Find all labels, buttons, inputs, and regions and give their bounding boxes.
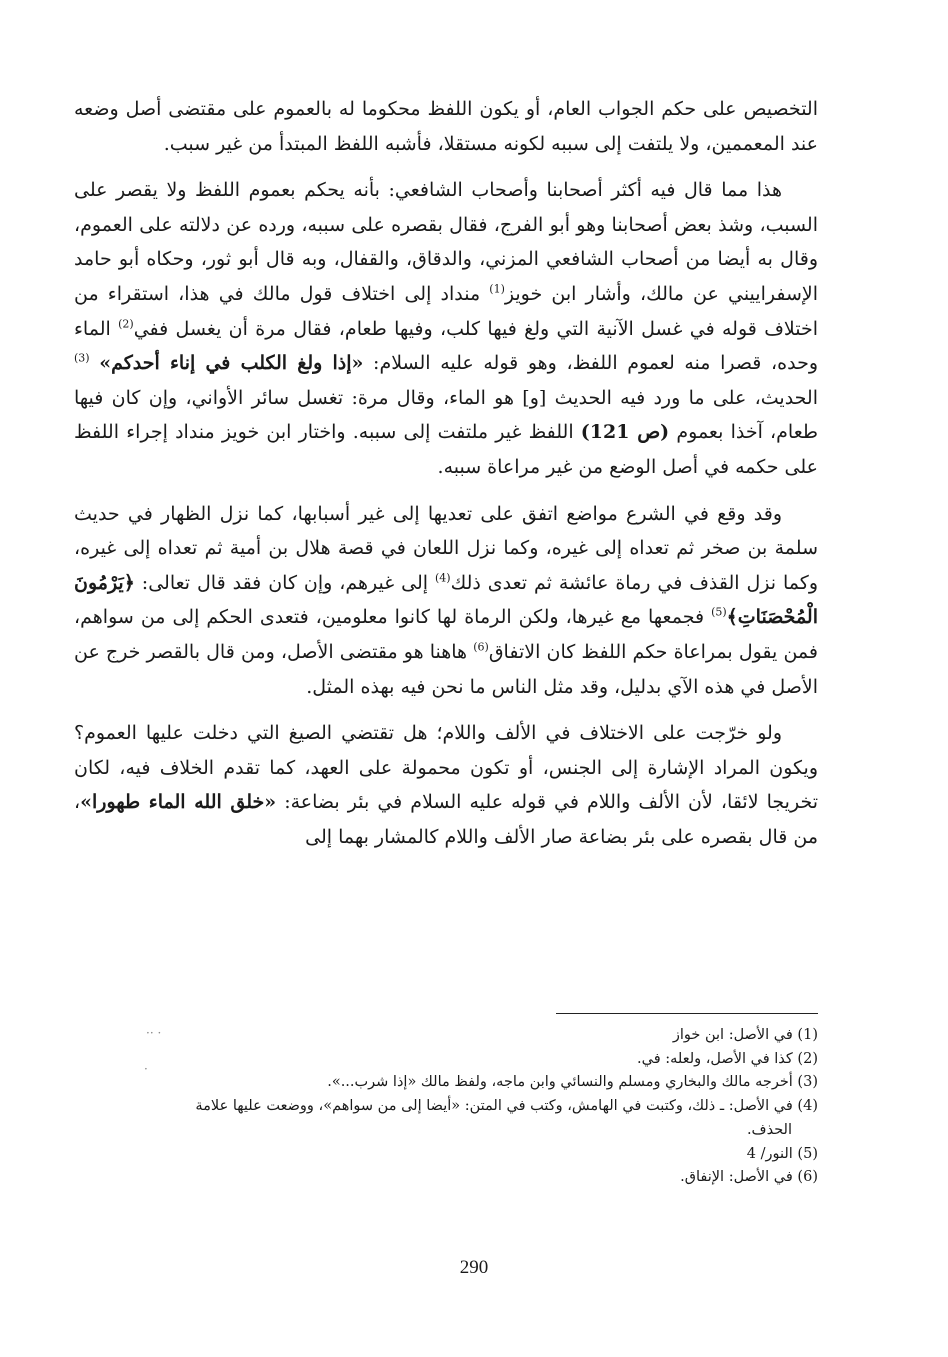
main-text: [74, 92, 818, 866]
paragraph: [74, 92, 818, 161]
footnote-ref: (3): [74, 351, 90, 365]
footnote-ref: (1): [489, 282, 505, 296]
footnote: [74, 1071, 818, 1095]
footnote-text: النور/ 4: [746, 1145, 793, 1162]
footnote-ref: (4): [434, 571, 451, 585]
footnotes: [74, 1024, 818, 1190]
footnote-continuation: الحذف.: [746, 1121, 792, 1138]
quoted-text: (ص 121): [580, 421, 670, 444]
paragraph-text: ، من قال بقصره على بئر بضاعة صار الألف واللام كالمشار بهما إلى: [74, 791, 818, 848]
quoted-text: ﴿يَرْمُونَ الْمُحْصَنَاتِ﴾: [74, 571, 818, 629]
footnote-ref: (2): [118, 317, 134, 331]
paragraph: [74, 716, 818, 854]
footnote-text: في الأصل: ـ ذلك، وكتبت في الهامش، وكتب في المتن: «أيضا إلى من سواهم»، ووضعت عليها علامة: [195, 1098, 793, 1115]
paragraph-text: هاهنا هو مقتضى الأصل، ومن قال بالقصر خرج عن الأصل في هذه الآي بدليل، وقد مثل الناس ما نحن فيه بهذه المثل.: [74, 640, 818, 698]
footnote-number: (5): [792, 1145, 818, 1162]
footnote: [74, 1143, 818, 1167]
footnote-text: في الأصل: الإنفاق.: [680, 1169, 793, 1186]
footnote-number: (2): [792, 1050, 818, 1067]
page-number: 290: [459, 1257, 489, 1278]
footnote-ref: (5): [711, 605, 727, 619]
paragraph-text: وقد وقع في الشرع مواضع اتفق على تعديها إلى غير أسبابها، كما نزل الظهار في حديث سلمة بن صخر ثم تعداه إلى غيره، وكما نزل اللعان في قصة هلال بن أمية ثم تعداه إلى غيره، وكما نزل القذف في رماة عائشة ثم تعدى ذلك: [74, 502, 819, 594]
paragraph: [74, 497, 818, 705]
footnote: [74, 1166, 818, 1190]
paragraph: [74, 173, 818, 484]
quoted-text: «إذا ولغ الكلب في إناء أحدكم»: [99, 352, 364, 375]
footnote-number: (3): [792, 1074, 818, 1091]
paragraph-text: [90, 352, 100, 374]
quoted-text: «خلق الله الماء طهورا»: [80, 791, 277, 814]
footnote-text: في الأصل: ابن خواز: [672, 1027, 793, 1043]
paragraph-text: إلى غيرهم، وإن كان فقد قال تعالى:: [134, 571, 435, 594]
paragraph-text: ولو خرّجت على الاختلاف في الألف واللام؛ هل تقتضي الصيغ التي دخلت عليها العموم؟ ويكون المراد الإشارة إلى الجنس، أو تكون محمولة على العهد، كما تقدم الخلاف فيه، لكان تخريجا لائقا، لأن الألف واللام في قوله عليه السلام في بئر بضاعة:: [74, 722, 818, 814]
footnote-number: (4): [792, 1098, 818, 1115]
footnote-number: (1): [792, 1027, 818, 1043]
footnote-text: كذا في الأصل، ولعله: في.: [637, 1050, 793, 1067]
footnote-separator: [556, 1013, 818, 1014]
paragraph-text: فجمعها مع غيرها، ولكن الرماة لها كانوا معلومين، فتعدى الحكم إلى من سواهم، فمن يقول بمراعاة حكم اللفظ كان الاتفاق: [74, 606, 818, 663]
footnote-number: (6): [792, 1169, 818, 1186]
paragraph-text: اللفظ غير ملتفت إلى سببه. واختار ابن خويز منداد إجراء اللفظ على حكمه في أصل الوضع من غير مراعاة سببه.: [74, 421, 818, 478]
paragraph-text: هذا مما قال فيه أكثر أصحابنا وأصحاب الشافعي: بأنه يحكم بعموم اللفظ ولا يقصر على السبب، وشذ بعض أصحابنا وهو أبو الفرج، فقال بقصره على سببه، ورده عن دلالته على العموم، وقال به أيضا من أصحاب الشافعي المزني، والدقاق، والقفال، وبه قال أبو ثور، وحكاه أبو حامد الإسفراييني عن مالك، وأشار ابن خويز: [74, 179, 818, 305]
footnote-ref: (6): [473, 640, 489, 654]
margin-specks: ·: [144, 1062, 148, 1076]
footnote: [74, 1095, 818, 1119]
paragraph-text: منداد إلى اختلاف قول مالك في هذا، استقراء من اختلاف قوله في غسل الآنية التي ولغ فيها كلب، وفيها طعام، فقال مرة أن يغسل ففي: [74, 282, 818, 340]
paragraph-text: التخصيص على حكم الجواب العام، أو يكون اللفظ محكوما له بالعموم على مقتضى أصل وضعه عند المعممين، ولا يلتفت إلى سببه لكونه مستقلا، فأشبه اللفظ المبتدأ من غير سبب.: [74, 98, 818, 155]
margin-specks: ·· ·: [146, 1026, 162, 1040]
footnote-text: أخرجه مالك والبخاري ومسلم والنسائي وابن ماجه، ولفظ مالك «إذا شرب...».: [327, 1074, 793, 1091]
footnote: [74, 1024, 818, 1048]
paragraph-text: الحديث، على ما ورد فيه الحديث [و] هو الماء، وقال مرة: تغسل سائر الأواني، وإن كان فيها طعام، آخذا بعموم: [74, 386, 819, 444]
footnote: [74, 1048, 818, 1072]
paragraph-text: الماء وحده، قصرا منه لعموم اللفظ، وهو قوله عليه السلام:: [74, 317, 818, 375]
